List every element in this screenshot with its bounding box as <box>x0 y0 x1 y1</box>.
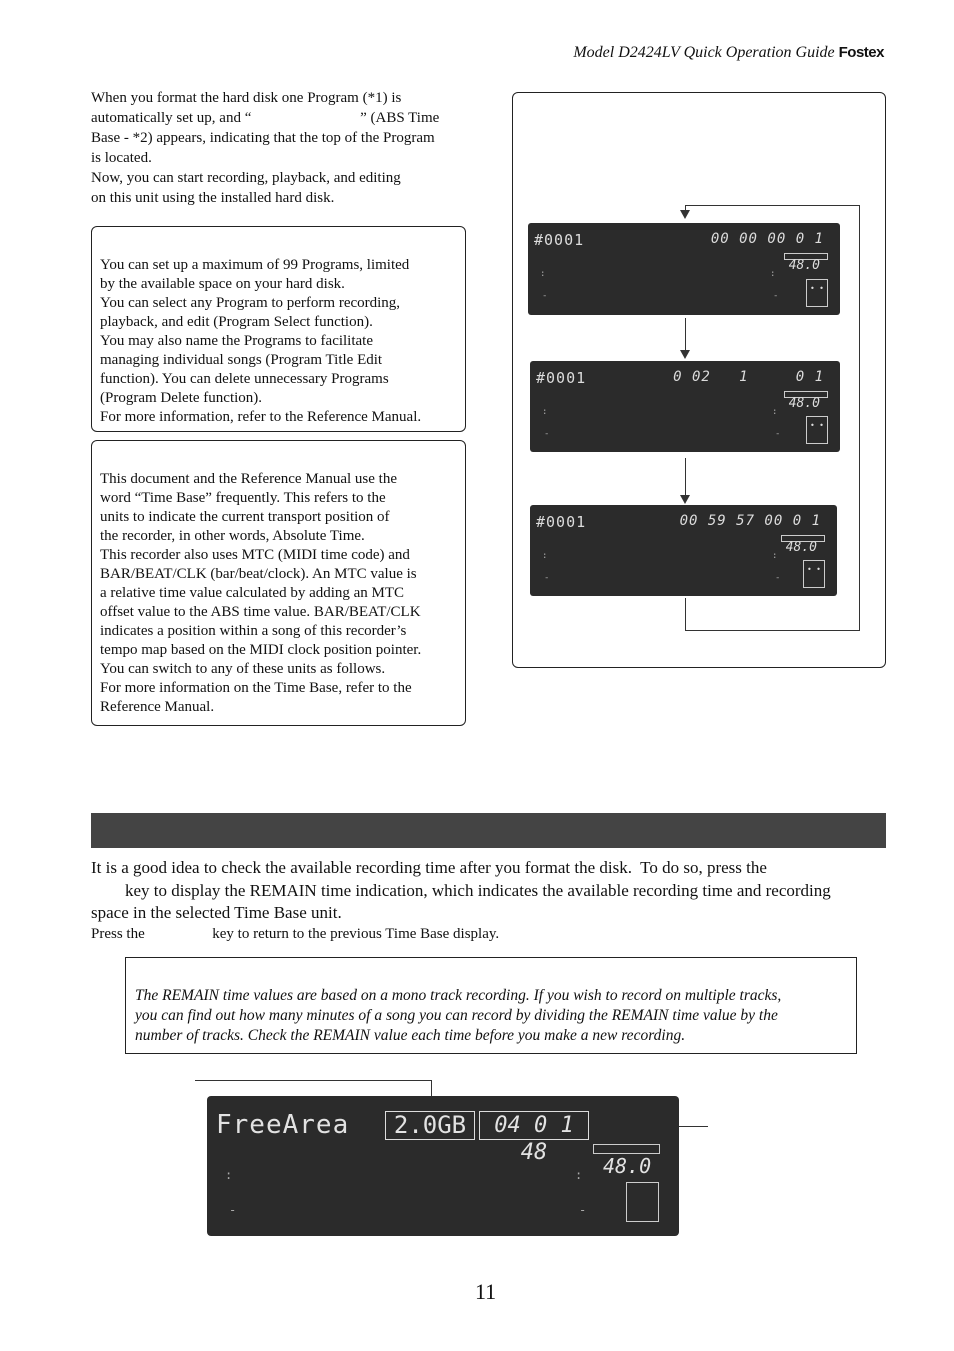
time-base-info-box <box>91 440 466 726</box>
box2-line: For more information on the Time Base, refer to the <box>100 680 412 696</box>
free-space-readout: 2.0GB <box>385 1111 475 1140</box>
disk-icon: • • <box>806 279 828 307</box>
remain-section-text <box>91 857 891 925</box>
program-number: #0001 <box>536 513 587 531</box>
loop-line-top <box>685 205 860 206</box>
box1-line: function). You can delete unnecessary Programs <box>100 371 389 387</box>
intro-paragraph <box>91 88 466 208</box>
loop-line-bottom <box>685 630 860 631</box>
box1-line: You can set up a maximum of 99 Programs, limited <box>100 257 410 273</box>
intro-line: Now, you can start recording, playback, and editing <box>91 170 401 186</box>
arrow-stem-2 <box>685 318 686 354</box>
box2-line: You can switch to any of these units as follows. <box>100 661 386 677</box>
page-header <box>573 44 884 62</box>
loop-line-right <box>859 205 860 631</box>
box2-line: offset value to the ABS time value. BAR/BEAT/CLK <box>100 604 421 620</box>
box2-line: indicates a position within a song of this recorder’s <box>100 623 407 639</box>
intro-line: When you format the hard disk one Program (*1) is <box>91 90 402 106</box>
section-line: It is a good idea to check the available recording time after you format the disk. To do so, press the <box>91 858 767 877</box>
box2-line: tempo map based on the MIDI clock position pointer. <box>100 642 422 658</box>
free-area-label: FreeArea <box>216 1110 350 1140</box>
box2-line: the recorder, in other words, Absolute Time. <box>100 528 365 544</box>
section-line: key to display the REMAIN time indication, which indicates the available recording time and recording <box>91 880 831 900</box>
sample-rate: 48.0 <box>788 258 820 273</box>
note-line: number of tracks. Check the REMAIN value each time before you make a new recording. <box>135 1027 686 1044</box>
note-line: The REMAIN time values are based on a mono track recording. If you wish to record on multiple tracks, <box>135 987 782 1004</box>
remain-lcd-display: FreeArea 2.0GB 04 0 1 48 48.0 : : - - <box>207 1096 679 1236</box>
time-readout: 0 02 1 0 1 <box>673 369 824 385</box>
loop-line-up <box>685 598 686 631</box>
header-title: Model D2424LV Quick Operation Guide <box>573 44 835 61</box>
level-bar <box>593 1144 660 1154</box>
callout-line-space <box>195 1080 432 1081</box>
intro-line: on this unit using the installed hard disk. <box>91 190 335 206</box>
program-number: #0001 <box>536 369 587 387</box>
lcd-display-bar-beat: #0001 0 02 1 0 1 48.0 : : - - • • <box>530 361 840 452</box>
lcd-display-mtc: #0001 00 59 57 00 0 1 48.0 : : - - • • <box>530 505 837 596</box>
section-heading-bar <box>91 813 886 848</box>
lcd-display-abs: #0001 00 00 00 0 1 48.0 : : - - • • <box>528 223 840 315</box>
return-instruction: Press the key to return to the previous Time Base display. <box>91 926 500 942</box>
intro-line: Base - *2) appears, indicating that the top of the Program <box>91 130 435 146</box>
box1-line: (Program Delete function). <box>100 390 263 406</box>
box1-line: by the available space on your hard disk. <box>100 276 345 292</box>
program-number: #0001 <box>534 231 585 249</box>
disk-icon: • • <box>803 560 825 588</box>
time-readout: 00 00 00 0 1 <box>710 231 824 247</box>
remain-note-box <box>125 957 857 1054</box>
page-number: 11 <box>475 1279 497 1304</box>
arrow-stem-3 <box>685 458 686 498</box>
box2-line: word “Time Base” frequently. This refers to the <box>100 490 386 506</box>
box1-line: For more information, refer to the Reference Manual. <box>100 409 422 425</box>
box2-line: a relative time value calculated by adding an MTC <box>100 585 405 601</box>
sample-rate: 48.0 <box>603 1154 652 1178</box>
remain-time-readout: 04 0 1 48 <box>479 1111 589 1140</box>
intro-line: is located. <box>91 150 152 166</box>
brand-logo: Fostex <box>838 44 884 61</box>
note-line: you can find out how many minutes of a song you can record by dividing the REMAIN time value by the <box>135 1007 778 1024</box>
box1-line: managing individual songs (Program Title Edit <box>100 352 383 368</box>
sample-rate: 48.0 <box>785 540 817 555</box>
sample-rate: 48.0 <box>788 396 820 411</box>
box2-line: Reference Manual. <box>100 699 215 715</box>
intro-line: automatically set up, and “ ” (ABS Time <box>91 110 440 126</box>
box2-line: This recorder also uses MTC (MIDI time code) and <box>100 547 410 563</box>
programs-info-box <box>91 226 466 432</box>
section-line: space in the selected Time Base unit. <box>91 903 342 922</box>
box2-line: This document and the Reference Manual use the <box>100 471 397 487</box>
box1-line: You may also name the Programs to facilitate <box>100 333 374 349</box>
box1-line: playback, and edit (Program Select function). <box>100 314 373 330</box>
box2-line: BAR/BEAT/CLK (bar/beat/clock). An MTC value is <box>100 566 417 582</box>
arrow-down-icon <box>680 350 690 359</box>
time-readout: 00 59 57 00 0 1 <box>679 513 821 529</box>
arrow-down-icon <box>680 210 690 219</box>
disk-icon <box>626 1182 659 1222</box>
arrow-down-icon <box>680 495 690 504</box>
box1-line: You can select any Program to perform recording, <box>100 295 401 311</box>
disk-icon: • • <box>806 416 828 444</box>
box2-line: units to indicate the current transport position of <box>100 509 390 525</box>
